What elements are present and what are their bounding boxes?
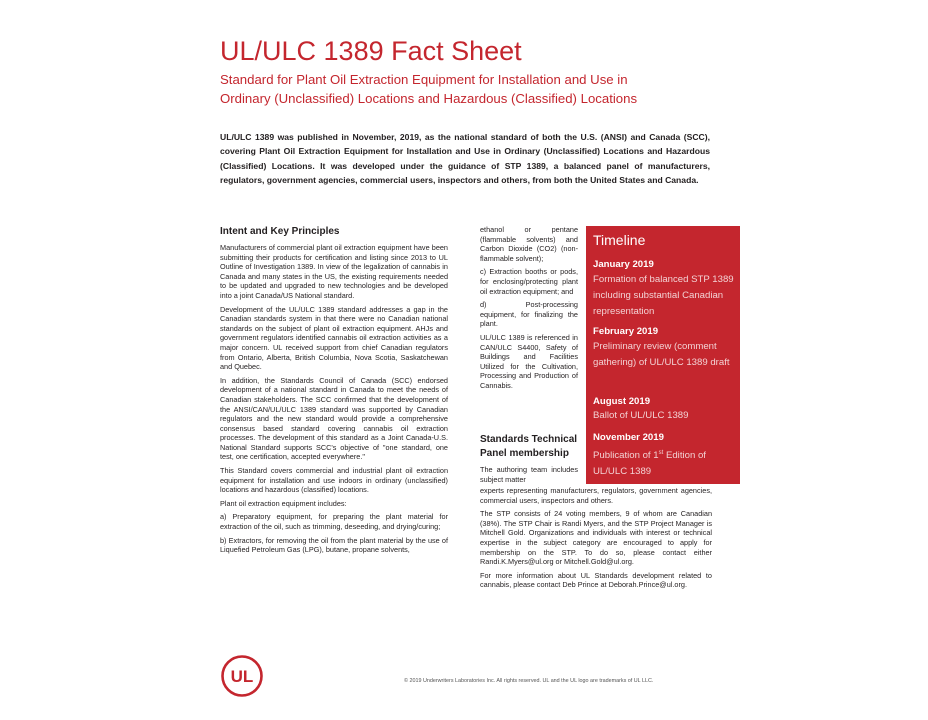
paragraph: c) Extraction booths or pods, for enclosing/protecting plant oil extraction equipment; and bbox=[480, 267, 578, 296]
timeline-desc-text: Publication of 1st Edition of UL/ULC 1389 bbox=[593, 450, 706, 478]
paragraph: UL/ULC 1389 is referenced in CAN/ULC S4400, Safety of Buildings and Facilities Utilized for the Cultivation, Processing and Production of Cannabis. bbox=[480, 332, 578, 390]
paragraph: The STP consists of 24 voting members, 9 of whom are Canadian (38%). The STP Chair is Randi Myers, and the STP Project Manager is Mitchell Gold. Organizations and individuals with interest or technical expertise in the subject category are encouraged to apply for membership on the STP. To do so, please contact either Randi.K.Myers@ul.org or Mitchell.Gold@ul.org. bbox=[480, 509, 712, 567]
paragraph: d) Post-processing equipment, for finalizing the plant. bbox=[480, 300, 578, 329]
subtitle-line-2: Ordinary (Unclassified) Locations and Hazardous (Classified) Locations bbox=[220, 91, 638, 106]
timeline-box bbox=[586, 226, 740, 484]
middle-column-body bbox=[480, 225, 578, 395]
stp-body bbox=[480, 486, 712, 594]
paragraph: This Standard covers commercial and industrial plant oil extraction equipment for installation and use indoors in ordinary (unclassified) locations and hazardous (classified) locations. bbox=[220, 466, 448, 495]
stp-heading-line-1: Standards Technical bbox=[480, 434, 578, 445]
timeline-title: Timeline bbox=[593, 232, 646, 248]
timeline-date: August 2019 bbox=[593, 396, 651, 407]
timeline-desc: Formation of balanced STP 1389 including substantial Canadian representation bbox=[593, 274, 734, 317]
ul-logo-icon bbox=[220, 654, 264, 698]
timeline-date: February 2019 bbox=[593, 326, 659, 337]
paragraph: ethanol or pentane (flammable solvents) and Carbon Dioxide (CO2) (non-flammable solvent); bbox=[480, 225, 578, 263]
timeline-date: January 2019 bbox=[593, 259, 654, 270]
logo-text: UL bbox=[230, 667, 254, 686]
subtitle-line-1: Standard for Plant Oil Extraction Equipment for Installation and Use in bbox=[220, 72, 628, 87]
footer-copyright: © 2019 Underwriters Laboratories Inc. All rights reserved. UL and the UL logo are trademarks of UL LLC. bbox=[404, 678, 654, 684]
timeline-desc bbox=[593, 445, 737, 480]
stp-heading-line-2: Panel membership bbox=[480, 448, 569, 459]
paragraph: For more information about UL Standards development related to cannabis, please contact Deb Prince at Deborah.Prince@ul.org. bbox=[480, 570, 712, 590]
paragraph: a) Preparatory equipment, for preparing the plant material for extraction of the oil, such as trimming, deseeding, and drying/curing; bbox=[220, 512, 448, 532]
page-title: UL/ULC 1389 Fact Sheet bbox=[220, 36, 522, 66]
timeline-desc: Ballot of UL/ULC 1389 bbox=[593, 410, 689, 421]
paragraph: Development of the UL/ULC 1389 standard addresses a gap in the Canadian standards system in that there were no Canadian national standards on the subject of plant oil extraction equipment. AHJs and government regulators identified cannabis oil extraction activities as a major concern. UL received support from chief Canadian regulators from Ontario, Alberta, British Columbia, Nova Scotia, Saskatchewan and Quebec. bbox=[220, 304, 448, 372]
left-column-body bbox=[220, 243, 448, 559]
timeline-desc: Preliminary review (comment gathering) of UL/ULC 1389 draft bbox=[593, 341, 730, 368]
paragraph: In addition, the Standards Council of Canada (SCC) endorsed development of a national standard in Canada to meet the needs of Canadian stakeholders. The SCC confirmed that the development of the ANSI/CAN/UL/ULC 1389 standard was supported by Canadian regulators and the new standard would provide a comprehensive consensus based standard covering cannabis oil extraction processes. The development of this standard as a Joint Canada-U.S. National Standard supports SCC's objective of "one standard, one test, one certification, accepted everywhere." bbox=[220, 375, 448, 462]
paragraph: Manufacturers of commercial plant oil extraction equipment have been submitting their products for certification and listing since 2013 to UL Outline of Investigation 1389. In view of the legalization of cannabis in Canada and many states in the US, the existing requirements needed to be updated and upgraded to new technologies and be developed into a joint Canada/US National standard. bbox=[220, 243, 448, 300]
paragraph: experts representing manufacturers, regulators, government agencies, commercial users, inspectors and others. bbox=[480, 486, 712, 505]
intro-paragraph: UL/ULC 1389 was published in November, 2019, as the national standard of both the U.S. (ANSI) and Canada (SCC), covering Plant Oil Extraction Equipment for Installation and Use in Ordinary (Unclassified) Locations and Hazardous (Classified) Locations. It was developed under the guidance of STP 1389, a balanced panel of manufacturers, regulators, government agencies, commercial users, inspectors and others, from both the United States and Canada. bbox=[220, 132, 710, 186]
timeline-date: November 2019 bbox=[593, 432, 664, 443]
stp-intro: The authoring team includes subject matter bbox=[480, 465, 578, 484]
intent-heading: Intent and Key Principles bbox=[220, 226, 340, 237]
paragraph: Plant oil extraction equipment includes: bbox=[220, 498, 347, 508]
paragraph: b) Extractors, for removing the oil from the plant material by the use of Liquefied Petroleum Gas (LPG), butane, propane solvents, bbox=[220, 535, 448, 555]
